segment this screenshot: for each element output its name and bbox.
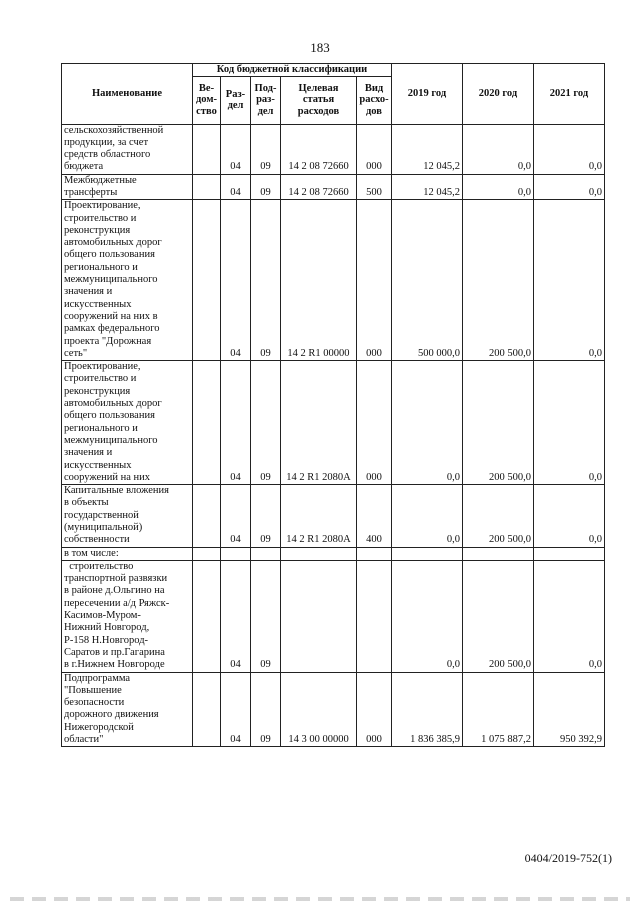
text-line: регионального и <box>64 261 138 273</box>
cell-2020: 200 500,0 <box>463 560 534 672</box>
cell-2021: 0,0 <box>534 361 605 485</box>
table-row <box>62 361 605 485</box>
cell-razdel <box>221 547 251 560</box>
cell-name <box>62 174 193 200</box>
text-line: Раз- <box>225 88 246 100</box>
column-header-2021: 2021 год <box>534 64 605 125</box>
text-line: строительство и <box>64 212 137 224</box>
page-number: 183 <box>310 40 330 55</box>
cell-2020: 1 075 887,2 <box>463 672 534 747</box>
column-header-vedomstvo <box>193 76 221 124</box>
text-line: "Повышение <box>64 684 122 696</box>
table-row <box>62 485 605 547</box>
cell-vedomstvo <box>193 124 221 174</box>
text-line: сооружений на них в <box>64 310 158 322</box>
text-line: Целевая <box>298 82 339 94</box>
cell-target <box>281 560 357 672</box>
cell-vid <box>357 547 392 560</box>
text-line: собственности <box>64 534 130 546</box>
text-line: бюджета <box>64 161 104 173</box>
text-line: расходов <box>297 105 340 117</box>
cell-2020: 0,0 <box>463 174 534 200</box>
cell-vedomstvo <box>193 174 221 200</box>
table-body <box>62 124 605 747</box>
text-line: значения и <box>64 447 113 459</box>
text-line: сельскохозяйственной <box>64 124 164 136</box>
text-line: строительство <box>64 560 134 572</box>
table-row <box>62 174 605 200</box>
cell-2021: 0,0 <box>534 485 605 547</box>
column-header-2019: 2019 год <box>392 64 463 125</box>
text-line: Вид <box>364 82 384 94</box>
text-line: ство <box>196 105 217 117</box>
cell-name <box>62 485 193 547</box>
table-row <box>62 547 605 560</box>
cell-name <box>62 200 193 361</box>
cell-razdel: 04 <box>221 174 251 200</box>
text-line: безопасности <box>64 697 125 709</box>
cell-vedomstvo <box>193 361 221 485</box>
cell-2021: 0,0 <box>534 560 605 672</box>
text-line: Нижний Новгород, <box>64 622 150 634</box>
column-header-name: Наименование <box>62 64 193 125</box>
text-line: Ве- <box>198 82 215 94</box>
cell-target: 14 3 00 00000 <box>281 672 357 747</box>
cell-target: 14 2 08 72660 <box>281 174 357 200</box>
text-line: трансферты <box>64 186 118 198</box>
text-line: (муниципальной) <box>64 522 143 533</box>
text-line: сооружений на них <box>64 471 151 483</box>
cell-vid <box>357 560 392 672</box>
cell-2019: 500 000,0 <box>392 200 463 361</box>
text-line: транспортной развязки <box>64 573 168 585</box>
cell-vid: 500 <box>357 174 392 200</box>
text-line: в г.Нижнем Новгороде <box>64 659 165 671</box>
cell-podrazdel: 09 <box>251 124 281 174</box>
text-line: искусственных <box>64 459 132 471</box>
text-line: продукции, за счет <box>64 136 149 148</box>
cell-2021: 0,0 <box>534 200 605 361</box>
cell-target: 14 2 08 72660 <box>281 124 357 174</box>
text-line: общего пользования <box>64 410 155 422</box>
text-line: рамках федерального <box>64 323 160 335</box>
text-line: искусственных <box>64 298 132 310</box>
text-line: значения и <box>64 286 113 298</box>
cell-name <box>62 547 193 560</box>
cell-2019: 0,0 <box>392 560 463 672</box>
text-line: автомобильных дорог <box>64 237 162 249</box>
cell-razdel: 04 <box>221 560 251 672</box>
cell-razdel: 04 <box>221 361 251 485</box>
cell-name <box>62 361 193 485</box>
text-line: государственной <box>64 509 139 521</box>
cell-vid: 000 <box>357 124 392 174</box>
cell-2021: 0,0 <box>534 124 605 174</box>
cell-2020: 200 500,0 <box>463 361 534 485</box>
cell-name <box>62 124 193 174</box>
table-row <box>62 672 605 747</box>
text-line: Капитальные вложения <box>64 485 169 497</box>
cell-vedomstvo <box>193 485 221 547</box>
cell-podrazdel: 09 <box>251 672 281 747</box>
text-line: Подпрограмма <box>64 672 131 684</box>
text-line: автомобильных дорог <box>64 398 162 410</box>
text-line: средств областного <box>64 149 151 161</box>
text-line: реконструкция <box>64 385 131 397</box>
cell-vid: 000 <box>357 672 392 747</box>
cell-razdel: 04 <box>221 485 251 547</box>
cell-2021: 950 392,9 <box>534 672 605 747</box>
text-line: дорожного движения <box>64 709 159 721</box>
budget-table <box>61 63 605 747</box>
cell-2020: 0,0 <box>463 124 534 174</box>
text-line: общего пользования <box>64 249 155 261</box>
cell-vedomstvo <box>193 560 221 672</box>
text-line: раз- <box>256 94 275 106</box>
text-line: статья <box>302 94 335 106</box>
text-line: области" <box>64 734 104 746</box>
table-row <box>62 560 605 672</box>
text-line: пересечении а/д Ряжск- <box>64 597 170 609</box>
cell-podrazdel: 09 <box>251 361 281 485</box>
text-line: Р-158 Н.Новгород- <box>64 634 149 646</box>
text-line: Под- <box>254 82 277 94</box>
scan-edge-marks <box>10 897 630 901</box>
table-row <box>62 200 605 361</box>
text-line: Саратов и пр.Гагарина <box>64 646 165 658</box>
cell-razdel: 04 <box>221 200 251 361</box>
column-header-podrazdel <box>251 76 281 124</box>
cell-vid: 000 <box>357 361 392 485</box>
document-code: 0404/2019-752(1) <box>524 851 612 865</box>
text-line: межмуниципального <box>64 434 158 446</box>
cell-2020: 200 500,0 <box>463 485 534 547</box>
text-line: Нижегородской <box>64 721 134 733</box>
text-line: Проектирование, <box>64 361 141 373</box>
text-line: расхо- <box>359 94 389 106</box>
text-line: Проектирование, <box>64 200 141 212</box>
text-line: межмуниципального <box>64 274 158 286</box>
cell-vedomstvo <box>193 672 221 747</box>
cell-vedomstvo <box>193 547 221 560</box>
cell-2019: 12 045,2 <box>392 174 463 200</box>
cell-2019: 1 836 385,9 <box>392 672 463 747</box>
cell-target: 14 2 R1 2080A <box>281 361 357 485</box>
text-line: строительство и <box>64 373 137 385</box>
cell-2019: 0,0 <box>392 485 463 547</box>
cell-2021: 0,0 <box>534 174 605 200</box>
cell-podrazdel: 09 <box>251 485 281 547</box>
cell-name <box>62 560 193 672</box>
text-line: реконструкция <box>64 224 131 236</box>
text-line: Межбюджетные <box>64 174 137 186</box>
column-group-budget-code: Код бюджетной классификации <box>193 64 392 77</box>
cell-2021 <box>534 547 605 560</box>
text-line: дел <box>257 105 274 117</box>
text-line: проекта "Дорожная <box>64 335 152 347</box>
cell-2019: 0,0 <box>392 361 463 485</box>
column-header-razdel <box>221 76 251 124</box>
text-line: Касимов-Муром- <box>64 610 141 622</box>
cell-vid: 000 <box>357 200 392 361</box>
cell-target: 14 2 R1 2080A <box>281 485 357 547</box>
cell-vedomstvo <box>193 200 221 361</box>
cell-2020 <box>463 547 534 560</box>
table-row <box>62 124 605 174</box>
cell-podrazdel: 09 <box>251 174 281 200</box>
text-line: дов <box>366 105 382 117</box>
cell-podrazdel <box>251 547 281 560</box>
cell-2019 <box>392 547 463 560</box>
cell-name <box>62 672 193 747</box>
cell-2020: 200 500,0 <box>463 200 534 361</box>
column-header-vid <box>357 76 392 124</box>
cell-2019: 12 045,2 <box>392 124 463 174</box>
cell-podrazdel: 09 <box>251 560 281 672</box>
cell-target <box>281 547 357 560</box>
cell-razdel: 04 <box>221 672 251 747</box>
column-header-target <box>281 76 357 124</box>
cell-target: 14 2 R1 00000 <box>281 200 357 361</box>
text-line: сеть" <box>64 347 88 359</box>
cell-vid: 400 <box>357 485 392 547</box>
cell-podrazdel: 09 <box>251 200 281 361</box>
cell-razdel: 04 <box>221 124 251 174</box>
text-line: в объекты <box>64 497 109 509</box>
column-header-2020: 2020 год <box>463 64 534 125</box>
text-line: в том числе: <box>64 547 119 559</box>
text-line: в районе д.Ольгино на <box>64 585 165 597</box>
text-line: дел <box>227 100 244 111</box>
text-line: дом- <box>195 94 217 106</box>
text-line: регионального и <box>64 422 138 434</box>
